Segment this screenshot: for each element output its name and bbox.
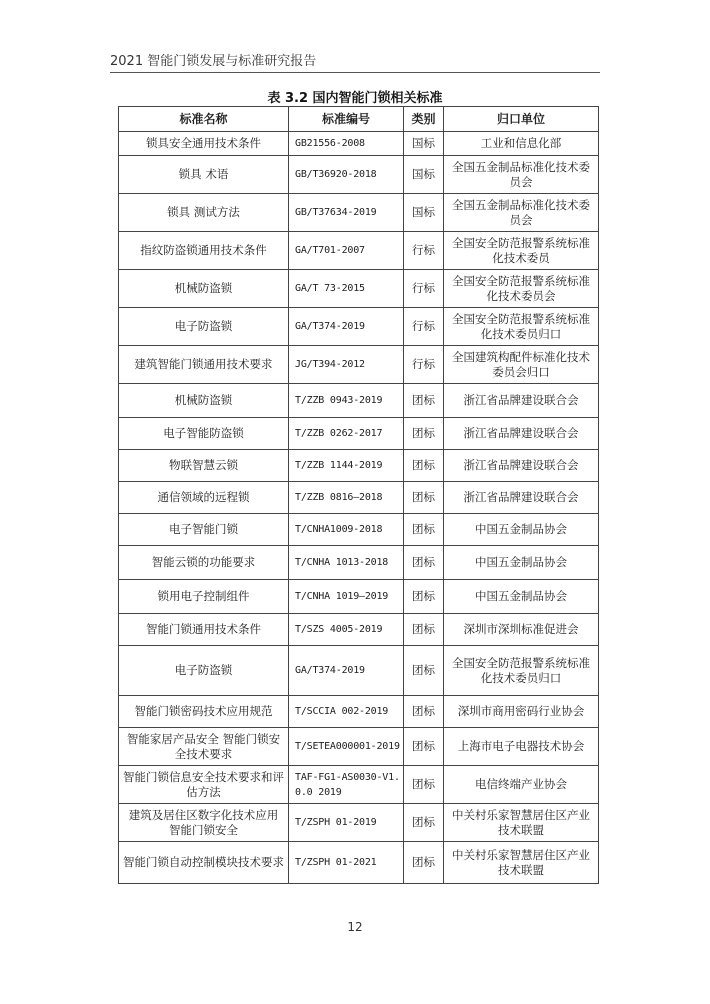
category-cell: 团标	[404, 842, 444, 884]
table-row	[119, 270, 599, 308]
table-row	[119, 418, 599, 450]
authority-cell: 全国安全防范报警系统标准化技术委员归口	[444, 308, 599, 346]
running-header: 2021 智能门锁发展与标准研究报告	[110, 54, 317, 69]
standard-name-cell: 电子智能门锁	[119, 514, 289, 546]
table-row	[119, 232, 599, 270]
standard-code-cell: T/ZZB 0262-2017	[289, 418, 404, 450]
standard-name-cell: 智能家居产品安全 智能门锁安全技术要求	[119, 728, 289, 766]
table-row	[119, 766, 599, 804]
standard-name-cell: 电子智能防盗锁	[119, 418, 289, 450]
category-cell: 行标	[404, 346, 444, 384]
authority-cell: 全国安全防范报警系统标准化技术委员归口	[444, 646, 599, 696]
category-cell: 团标	[404, 514, 444, 546]
category-cell: 团标	[404, 696, 444, 728]
standard-code-cell: T/CNHA 1019—2019	[289, 580, 404, 614]
table-row	[119, 346, 599, 384]
table-row	[119, 804, 599, 842]
header-divider	[110, 72, 600, 73]
category-cell: 团标	[404, 646, 444, 696]
standard-name-cell: 电子防盗锁	[119, 646, 289, 696]
standard-code-cell: T/ZZB 0816—2018	[289, 482, 404, 514]
authority-cell: 中国五金制品协会	[444, 580, 599, 614]
category-cell: 团标	[404, 804, 444, 842]
authority-cell: 全国五金制品标准化技术委员会	[444, 194, 599, 232]
category-cell: 国标	[404, 194, 444, 232]
authority-cell: 浙江省品牌建设联合会	[444, 384, 599, 418]
standard-code-cell: T/SZS 4005-2019	[289, 614, 404, 646]
category-cell: 团标	[404, 418, 444, 450]
standard-code-cell: GA/T374-2019	[289, 646, 404, 696]
column-header-code: 标准编号	[289, 107, 404, 132]
standard-code-cell: T/ZSPH 01-2021	[289, 842, 404, 884]
standard-name-cell: 物联智慧云锁	[119, 450, 289, 482]
category-cell: 团标	[404, 766, 444, 804]
standard-code-cell: GA/T 73-2015	[289, 270, 404, 308]
table-row	[119, 842, 599, 884]
standard-name-cell: 锁具 术语	[119, 156, 289, 194]
table-row	[119, 646, 599, 696]
authority-cell: 深圳市深圳标准促进会	[444, 614, 599, 646]
table-row	[119, 580, 599, 614]
standard-code-cell: JG/T394-2012	[289, 346, 404, 384]
standard-name-cell: 建筑智能门锁通用技术要求	[119, 346, 289, 384]
standard-name-cell: 通信领域的远程锁	[119, 482, 289, 514]
category-cell: 团标	[404, 614, 444, 646]
standard-name-cell: 锁具 测试方法	[119, 194, 289, 232]
standard-code-cell: GA/T374-2019	[289, 308, 404, 346]
standard-code-cell: T/ZSPH 01-2019	[289, 804, 404, 842]
standard-name-cell: 机械防盗锁	[119, 384, 289, 418]
category-cell: 团标	[404, 482, 444, 514]
authority-cell: 浙江省品牌建设联合会	[444, 450, 599, 482]
table-row	[119, 156, 599, 194]
standard-code-cell: T/ZZB 0943-2019	[289, 384, 404, 418]
category-cell: 团标	[404, 546, 444, 580]
standard-code-cell: TAF-FG1-AS0030-V1.0.0 2019	[289, 766, 404, 804]
authority-cell: 中关村乐家智慧居住区产业技术联盟	[444, 804, 599, 842]
page-number: 12	[347, 920, 363, 934]
category-cell: 团标	[404, 580, 444, 614]
standard-code-cell: GA/T701-2007	[289, 232, 404, 270]
standard-code-cell: T/SETEA000001-2019	[289, 728, 404, 766]
standard-name-cell: 锁具安全通用技术条件	[119, 132, 289, 156]
standard-name-cell: 指纹防盗锁通用技术条件	[119, 232, 289, 270]
standard-name-cell: 机械防盗锁	[119, 270, 289, 308]
table-row	[119, 132, 599, 156]
authority-cell: 中国五金制品协会	[444, 546, 599, 580]
table-row	[119, 482, 599, 514]
category-cell: 团标	[404, 450, 444, 482]
column-header-name: 标准名称	[119, 107, 289, 132]
standard-name-cell: 智能门锁信息安全技术要求和评估方法	[119, 766, 289, 804]
authority-cell: 全国五金制品标准化技术委员会	[444, 156, 599, 194]
authority-cell: 浙江省品牌建设联合会	[444, 482, 599, 514]
table-row	[119, 546, 599, 580]
table-row	[119, 450, 599, 482]
category-cell: 行标	[404, 308, 444, 346]
category-cell: 国标	[404, 156, 444, 194]
category-cell: 团标	[404, 384, 444, 418]
authority-cell: 中关村乐家智慧居住区产业技术联盟	[444, 842, 599, 884]
table-row	[119, 728, 599, 766]
standard-name-cell: 电子防盗锁	[119, 308, 289, 346]
standards-table	[118, 106, 599, 884]
category-cell: 行标	[404, 232, 444, 270]
standard-name-cell: 锁用电子控制组件	[119, 580, 289, 614]
table-row	[119, 514, 599, 546]
table-header-row	[119, 107, 599, 132]
standard-name-cell: 智能门锁自动控制模块技术要求	[119, 842, 289, 884]
column-header-unit: 归口单位	[444, 107, 599, 132]
standard-name-cell: 智能门锁通用技术条件	[119, 614, 289, 646]
category-cell: 国标	[404, 132, 444, 156]
table-row	[119, 194, 599, 232]
standard-name-cell: 建筑及居住区数字化技术应用 智能门锁安全	[119, 804, 289, 842]
table-row	[119, 384, 599, 418]
authority-cell: 电信终端产业协会	[444, 766, 599, 804]
standard-code-cell: T/SCCIA 002-2019	[289, 696, 404, 728]
category-cell: 团标	[404, 728, 444, 766]
standard-code-cell: GB21556-2008	[289, 132, 404, 156]
authority-cell: 深圳市商用密码行业协会	[444, 696, 599, 728]
standard-code-cell: GB/T37634-2019	[289, 194, 404, 232]
standard-name-cell: 智能云锁的功能要求	[119, 546, 289, 580]
authority-cell: 浙江省品牌建设联合会	[444, 418, 599, 450]
authority-cell: 全国安全防范报警系统标准化技术委员会	[444, 270, 599, 308]
table-row	[119, 696, 599, 728]
standard-code-cell: GB/T36920-2018	[289, 156, 404, 194]
authority-cell: 中国五金制品协会	[444, 514, 599, 546]
standard-code-cell: T/CNHA1009-2018	[289, 514, 404, 546]
authority-cell: 全国安全防范报警系统标准化技术委员	[444, 232, 599, 270]
column-header-type: 类别	[404, 107, 444, 132]
table-row	[119, 614, 599, 646]
authority-cell: 工业和信息化部	[444, 132, 599, 156]
table-body	[119, 132, 599, 884]
standard-name-cell: 智能门锁密码技术应用规范	[119, 696, 289, 728]
standard-code-cell: T/ZZB 1144-2019	[289, 450, 404, 482]
standard-code-cell: T/CNHA 1013-2018	[289, 546, 404, 580]
category-cell: 行标	[404, 270, 444, 308]
table-caption: 表 3.2 国内智能门锁相关标准	[267, 91, 443, 106]
authority-cell: 全国建筑构配件标准化技术委员会归口	[444, 346, 599, 384]
table-row	[119, 308, 599, 346]
authority-cell: 上海市电子电器技术协会	[444, 728, 599, 766]
